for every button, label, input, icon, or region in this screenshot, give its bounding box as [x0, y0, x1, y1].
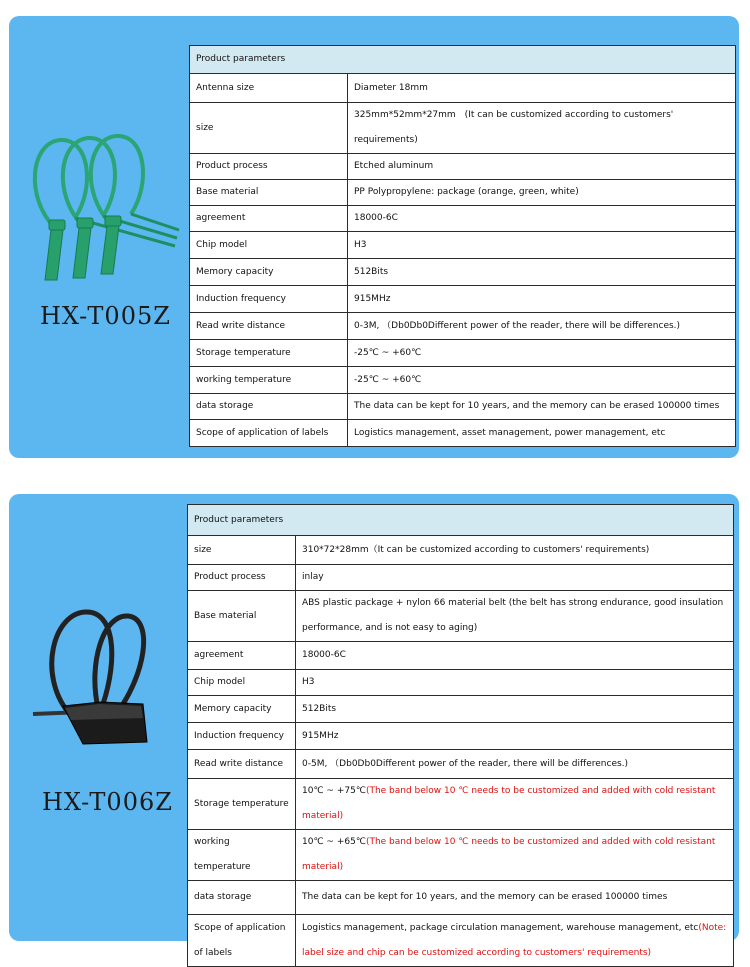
param-note: (The band below 10 ℃ needs to be customized and added with cold resistant material) [302, 786, 716, 821]
param-value-main: Logistics management, package circulation management, warehouse management, etc [302, 922, 699, 933]
param-value: The data can be kept for 10 years, and the memory can be erased 100000 times [296, 881, 734, 915]
param-label: Product process [188, 565, 296, 591]
param-note: (The band below 10 ℃ needs to be customized and added with cold resistant material) [302, 837, 716, 872]
param-label: Memory capacity [190, 259, 348, 286]
param-value: 325mm*52mm*27mm (It can be customized according to customers' requirements) [348, 103, 736, 154]
param-label: Scope of application of labels [188, 915, 296, 967]
param-value [296, 779, 734, 830]
param-value: 310*72*28mm（It can be customized according to customers' requirements) [296, 536, 734, 565]
param-value-main: 10℃ ~ +65℃ [302, 837, 366, 847]
param-label: data storage [188, 881, 296, 915]
param-label: Induction frequency [188, 723, 296, 750]
param-value: 915MHz [296, 723, 734, 750]
param-value: 512Bits [296, 696, 734, 723]
param-value: 18000-6C [296, 642, 734, 670]
param-label: working temperature [188, 830, 296, 881]
param-value: PP Polypropylene: package (orange, green, white) [348, 180, 736, 206]
param-label: Read write distance [188, 750, 296, 779]
param-value: The data can be kept for 10 years, and the memory can be erased 100000 times [348, 394, 736, 420]
param-label: Base material [188, 591, 296, 642]
table-header: Product parameters [188, 505, 734, 536]
param-value: 512Bits [348, 259, 736, 286]
param-value: H3 [296, 670, 734, 696]
param-label: working temperature [190, 367, 348, 394]
param-label: Induction frequency [190, 286, 348, 313]
model-title: HX-T005Z [40, 302, 171, 330]
param-label: Storage temperature [190, 340, 348, 367]
param-label: Memory capacity [188, 696, 296, 723]
param-value: ABS plastic package + nylon 66 material belt (the belt has strong endurance, good insulation performance, and is not easy to aging) [296, 591, 734, 642]
green-cable-tie-tag-image [15, 118, 183, 288]
param-label: Product process [190, 154, 348, 180]
param-label: Antenna size [190, 74, 348, 103]
table-header: Product parameters [190, 46, 736, 74]
param-value: 915MHz [348, 286, 736, 313]
param-value: inlay [296, 565, 734, 591]
param-value [296, 915, 734, 967]
param-value: Logistics management, asset management, power management, etc [348, 420, 736, 447]
black-cable-tie-tag-image [23, 604, 173, 764]
param-label: size [188, 536, 296, 565]
param-label: Chip model [188, 670, 296, 696]
param-value: 0-3M, （Db0Db0Different power of the reader, there will be differences.) [348, 313, 736, 340]
param-label: Storage temperature [188, 779, 296, 830]
param-label: agreement [190, 206, 348, 232]
param-value: 18000-6C [348, 206, 736, 232]
param-label: size [190, 103, 348, 154]
param-value-main: 10℃ ~ +75℃ [302, 786, 366, 796]
param-value: -25℃ ~ +60℃ [348, 367, 736, 394]
param-label: data storage [190, 394, 348, 420]
model-title: HX-T006Z [42, 788, 173, 816]
parameters-table-1 [189, 45, 736, 447]
param-label: Read write distance [190, 313, 348, 340]
param-value [296, 830, 734, 881]
param-value: 0-5M, （Db0Db0Different power of the reader, there will be differences.) [296, 750, 734, 779]
param-label: agreement [188, 642, 296, 670]
param-value: Diameter 18mm [348, 74, 736, 103]
param-value: H3 [348, 232, 736, 259]
param-label: Scope of application of labels [190, 420, 348, 447]
param-label: Base material [190, 180, 348, 206]
param-label: Chip model [190, 232, 348, 259]
parameters-table-2 [187, 504, 734, 967]
param-note: (Note: label size and chip can be customized according to customers' requirements) [302, 922, 727, 958]
param-value: Etched aluminum [348, 154, 736, 180]
param-value: -25℃ ~ +60℃ [348, 340, 736, 367]
